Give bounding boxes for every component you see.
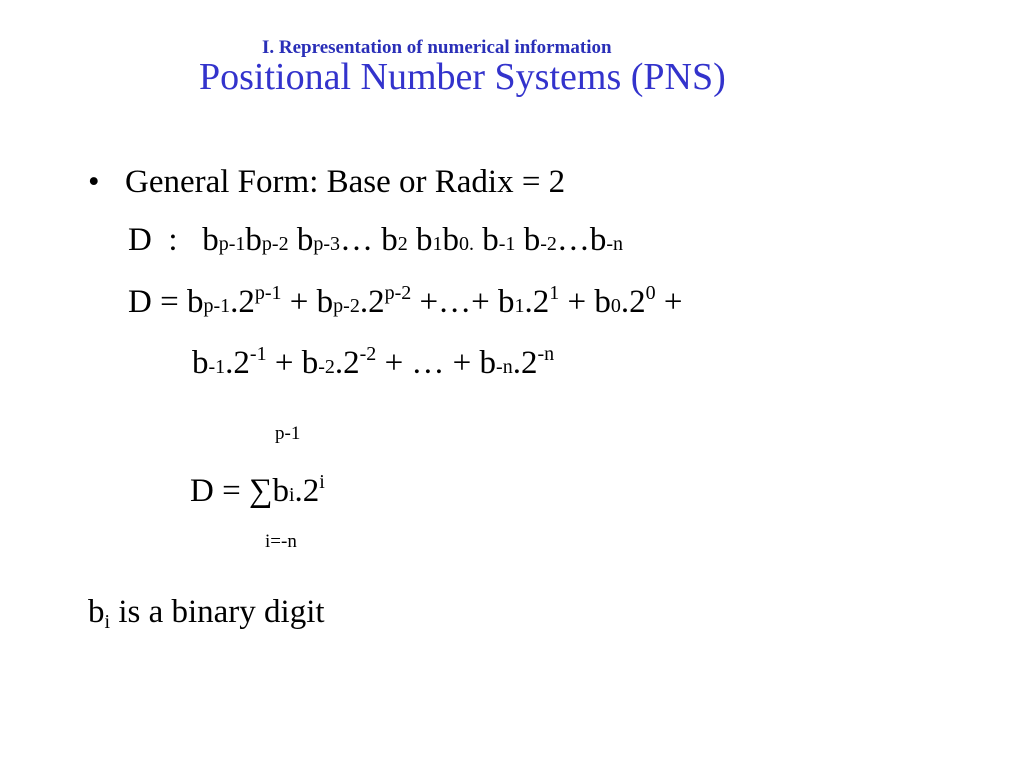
expansion-line-1 xyxy=(128,283,683,319)
superscript: 1 xyxy=(549,282,560,304)
term-text: .2 xyxy=(230,284,255,320)
note-b: b xyxy=(88,594,105,630)
superscript: -2 xyxy=(359,343,377,365)
term-text: .2 xyxy=(512,345,538,381)
slide-title: Positional Number Systems (PNS) xyxy=(199,56,726,98)
subscript: -1 xyxy=(208,356,226,378)
subscript: 0 xyxy=(610,295,621,317)
summation-formula xyxy=(190,472,325,508)
term-text: + xyxy=(655,284,683,320)
superscript: -n xyxy=(537,343,555,365)
general-form-line: General Form: Base or Radix = 2 xyxy=(125,164,566,200)
sum-text: .2 xyxy=(294,473,320,509)
sum-lower-limit: i=-n xyxy=(265,531,297,552)
subscript: p-3 xyxy=(313,233,341,255)
term-text: .2 xyxy=(524,284,550,320)
expansion-line-2 xyxy=(192,344,554,380)
term-text: .2 xyxy=(334,345,360,381)
subscript: -n xyxy=(606,233,624,255)
term-text: +…+ b xyxy=(411,284,515,320)
bullet-dot: • xyxy=(88,164,100,200)
term-text: + b xyxy=(281,284,334,320)
digit-b: b xyxy=(474,222,499,258)
term-text: + … + b xyxy=(376,345,497,381)
subscript: 1 xyxy=(432,233,443,255)
binary-digit-note xyxy=(88,596,325,632)
subscript: 1 xyxy=(514,295,525,317)
subscript: 0. xyxy=(459,233,475,255)
subscript: p-2 xyxy=(333,295,360,317)
subscript: i xyxy=(288,484,295,506)
note-text: is a binary digit xyxy=(110,594,325,630)
digit-b: b xyxy=(442,222,460,258)
superscript: -1 xyxy=(249,343,267,365)
term-text: .2 xyxy=(359,284,385,320)
subscript: -1 xyxy=(498,233,516,255)
subscript: -n xyxy=(496,356,513,378)
digit-b: b xyxy=(288,222,314,258)
superscript: i xyxy=(319,471,325,493)
digit-string-lead: D : xyxy=(128,222,203,258)
term-text: b xyxy=(192,345,209,381)
term-text: D = b xyxy=(128,284,204,320)
digit-b: b xyxy=(202,222,219,258)
subscript: i xyxy=(104,611,111,633)
digit-b: b xyxy=(515,222,541,258)
digit-b: b xyxy=(245,222,262,258)
section-label: I. Representation of numerical information xyxy=(262,37,612,58)
sum-text: D = ∑b xyxy=(190,473,289,509)
subscript: p-2 xyxy=(261,233,289,255)
subscript: -2 xyxy=(318,356,335,378)
subscript: p-1 xyxy=(203,295,231,317)
term-text: .2 xyxy=(620,284,646,320)
sum-upper-limit: p-1 xyxy=(275,423,301,444)
term-text: + b xyxy=(266,345,319,381)
subscript: 2 xyxy=(397,233,408,255)
term-text: + b xyxy=(559,284,611,320)
digit-string-line xyxy=(128,224,623,257)
digit-b: …b xyxy=(556,222,607,258)
superscript: 0 xyxy=(645,282,656,304)
digit-b: b xyxy=(407,222,433,258)
term-text: .2 xyxy=(225,345,250,381)
superscript: p-2 xyxy=(384,282,412,304)
digit-b: … b xyxy=(340,222,398,258)
subscript: -2 xyxy=(540,233,557,255)
subscript: p-1 xyxy=(218,233,246,255)
superscript: p-1 xyxy=(254,282,282,304)
